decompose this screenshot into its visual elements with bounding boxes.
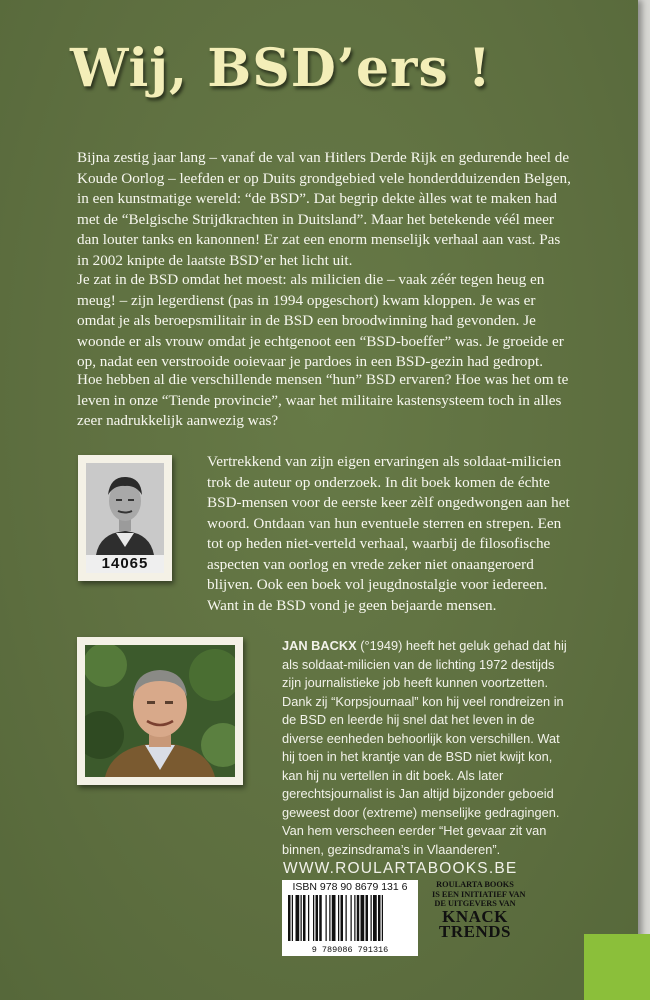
publisher-line-1: ROULARTA BOOKS [436, 880, 514, 889]
barcode-digits: 9 789086 791316 [311, 945, 389, 955]
author-bio-text: (°1949) heeft het geluk gehad dat hij als soldaat-milicien van de lichting 1972 destijds zijn journalistieke job heeft kunnen voortzetten. Dank zij “Korpsjournaal” kon hij veel rondreizen in de BSD en leerde hij snel dat het leven in de diverse eenheden behoorlijk kon verschillen. Wat hij toen in het krantje van de BSD niet kwijt kon, kan hij nu vertellen in dit boek. Als later gerechtsjournalist is Jan altijd bijzonder geboeid geweest door (extreme) menselijke gedragingen. Van hem verscheen eerder “Het gevaar zit van binnen, gezinsdrama’s in Vlaanderen”. [282, 638, 567, 857]
publisher-line-2: IS EEN INITIATIEF VAN [432, 889, 526, 899]
publisher-brand-trends: TRENDS [439, 921, 511, 941]
publisher-block [432, 880, 526, 954]
intro-paragraph: Bijna zestig jaar lang – vanaf de val van Hitlers Derde Rijk en gedurende heel de Koude Oorlog – leefden er op Duits grondgebied vele honderdduizenden Belgen, in een kunstmatige wereld: “de BSD”. Dat begrip dekte àlles wat te maken had met de “Belgische Strijdkrachten in Duitsland”. Maar het betekende véél meer dan louter tanks en kanonnen! Er zat een enorm menselijk verhaal aan vast. Pas in 2002 knipte de laatste BSD’er het licht uit. [77, 149, 571, 269]
author-photo [85, 645, 235, 777]
publisher-brand-knack: KNACK [442, 906, 508, 926]
author-bio [282, 637, 574, 859]
author-portrait-image [85, 645, 235, 777]
isbn-label: ISBN 978 90 8679 131 6 [292, 881, 408, 893]
author-name: JAN BACKX [282, 638, 357, 653]
barcode [282, 880, 418, 956]
book-title: Wij, BSD’ers ! [70, 38, 492, 99]
corner-marker [584, 934, 650, 1000]
publisher-website[interactable]: WWW.ROULARTABOOKS.BE [283, 860, 518, 877]
id-photo [86, 463, 164, 573]
id-photo-frame [78, 455, 172, 581]
author-photo-frame [77, 637, 243, 785]
fourth-paragraph: Vertrekkend van zijn eigen ervaringen als soldaat-milicien trok de auteur op onderzoek. In dit boek komen de échte BSD-mensen voor de eerste keer zèlf ongedwongen aan het woord. Ontdaan van hun eventuele sterren en strepen. Een tot op heden niet-verteld verhaal, waarbij de filosofische aspecten van oorlog en vrede zeker niet onaangeroerd blijven. Ook een boek vol jeugdnostalgie voor iedereen. Want in de BSD vond je geen bejaarde mensen. [207, 453, 570, 614]
third-paragraph: Hoe hebben al die verschillende mensen “hun” BSD ervaren? Hoe was het om te leven in onze “Tiende provincie”, waar het militaire kastensysteem toch in alles zeer nadrukkelijk aanwezig was? [77, 371, 569, 429]
barcode-bars-icon [288, 895, 412, 941]
publisher-line-3: DE UITGEVERS VAN [434, 899, 516, 908]
id-number-label: 14065 [86, 555, 164, 573]
second-paragraph: Je zat in de BSD omdat het moest: als milicien die – vaak zéér tegen heug en meug! – zijn legerdienst (pas in 1994 opgeschort) kwam kloppen. Je was er omdat je als beroepsmilitair in de BSD een broodwinning had gevonden. Je woonde er als vrouw omdat je echtgenoot een “BSD-boeffer” was. Je groeide er op, nadat een verstrooide ooievaar je pardoes in een BSD-gezin had gedropt. [77, 271, 564, 370]
